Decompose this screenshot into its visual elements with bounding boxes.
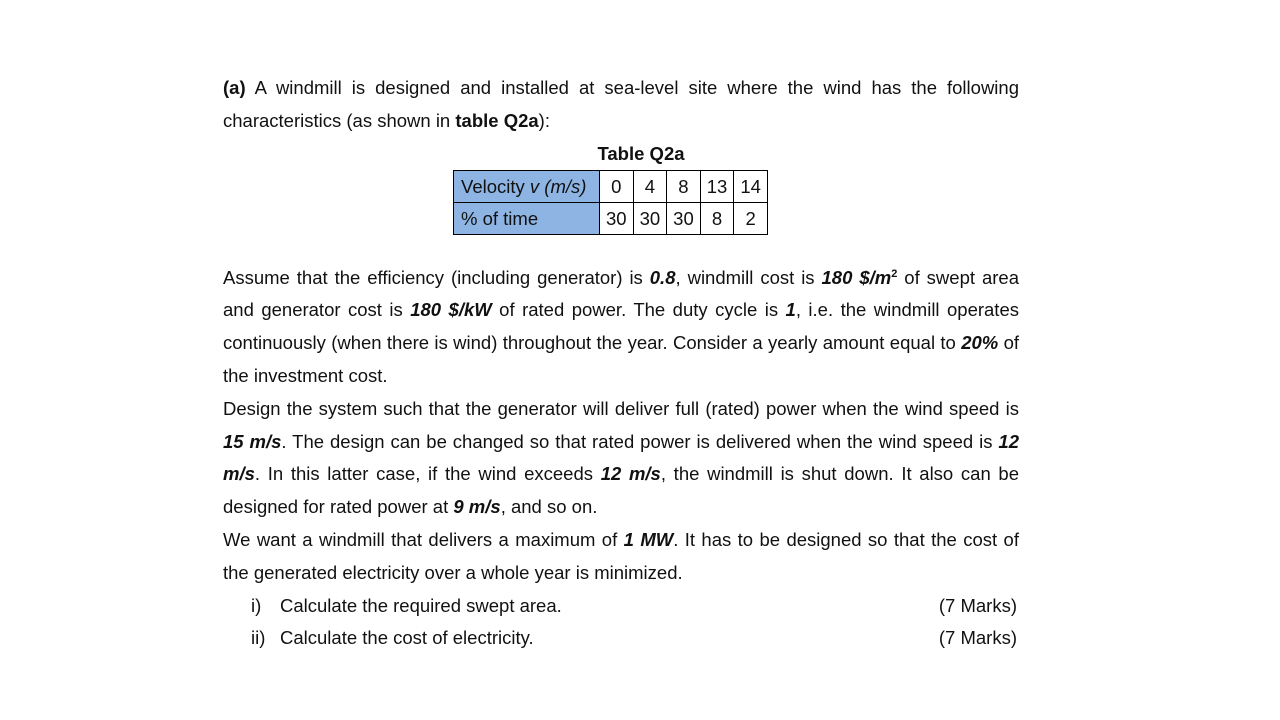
table-reference: table Q2a <box>455 109 539 131</box>
speed-value: 9 m/s <box>453 496 501 518</box>
design-paragraph: Design the system such that the generator will deliver full (rated) power when the wind speed is 15 m/s. The design can be changed so that rated power is delivered when the wind speed is 12 m/s. In this latter case, if the wind exceeds 12 m/s, the windmill is shut down. It also can be designed for rated power at 9 m/s, and so on. <box>223 397 1019 518</box>
efficiency-value: 0.8 <box>649 266 676 288</box>
speed-value: 12 m/s <box>223 430 1019 485</box>
part-label: (a) <box>223 77 246 98</box>
assumptions-paragraph: Assume that the efficiency (including generator) is 0.8, windmill cost is 180 $\$/m^2$ of swept area and generator cost is 180 $/kW of rated power. The duty cycle is 1, i.e. the windmill operates continuously (when there is wind) throughout the year. Consider a yearly amount equal to 20% of the investment cost. <box>223 266 1019 386</box>
velocity-cell: 8 <box>667 170 701 202</box>
generator-cost-value: 180 $/kW <box>410 299 492 321</box>
question-marks: (7 Marks) <box>938 594 1017 616</box>
percent-cell: 8 <box>700 202 734 234</box>
objective-paragraph: We want a windmill that delivers a maximum of 1 MW. It has to be designed so that the cost of the generated electricity over a whole year is minimized. <box>223 528 1019 583</box>
percent-cell: 30 <box>633 202 667 234</box>
question-marks: (7 Marks) <box>938 627 1017 649</box>
speed-value: 15 m/s <box>223 430 282 452</box>
question-item <box>223 622 1019 655</box>
yearly-percent-value: 20% <box>961 332 999 354</box>
max-power-value: 1 MW <box>623 528 674 550</box>
question-page <box>223 72 1019 655</box>
spacer <box>223 235 1019 262</box>
velocity-cell: 14 <box>734 170 768 202</box>
intro-paragraph: (a) A windmill is designed and installed at sea-level site where the wind has the following characteristics (as shown in table Q2a): <box>223 77 1019 131</box>
question-item <box>223 590 1019 623</box>
percent-cell: 30 <box>667 202 701 234</box>
velocity-cell: 0 <box>600 170 634 202</box>
question-number: i) <box>251 594 262 616</box>
velocity-header: Velocity v (m/s) <box>454 170 600 202</box>
velocity-cell: 4 <box>633 170 667 202</box>
question-text: Calculate the required swept area. <box>280 594 562 616</box>
velocity-row <box>454 170 768 202</box>
wind-data-table <box>453 170 768 235</box>
duty-cycle-value: 1 <box>785 299 796 321</box>
percent-cell: 2 <box>734 202 768 234</box>
velocity-cell: 13 <box>700 170 734 202</box>
percent-row <box>454 202 768 234</box>
table-caption: Table Q2a <box>597 142 685 164</box>
windmill-cost-value: 180 $/m <box>821 266 892 288</box>
question-number: ii) <box>251 627 266 649</box>
percent-header: % of time <box>454 202 600 234</box>
speed-value: 12 m/s <box>600 463 661 485</box>
percent-cell: 30 <box>600 202 634 234</box>
question-text: Calculate the cost of electricity. <box>280 627 534 649</box>
